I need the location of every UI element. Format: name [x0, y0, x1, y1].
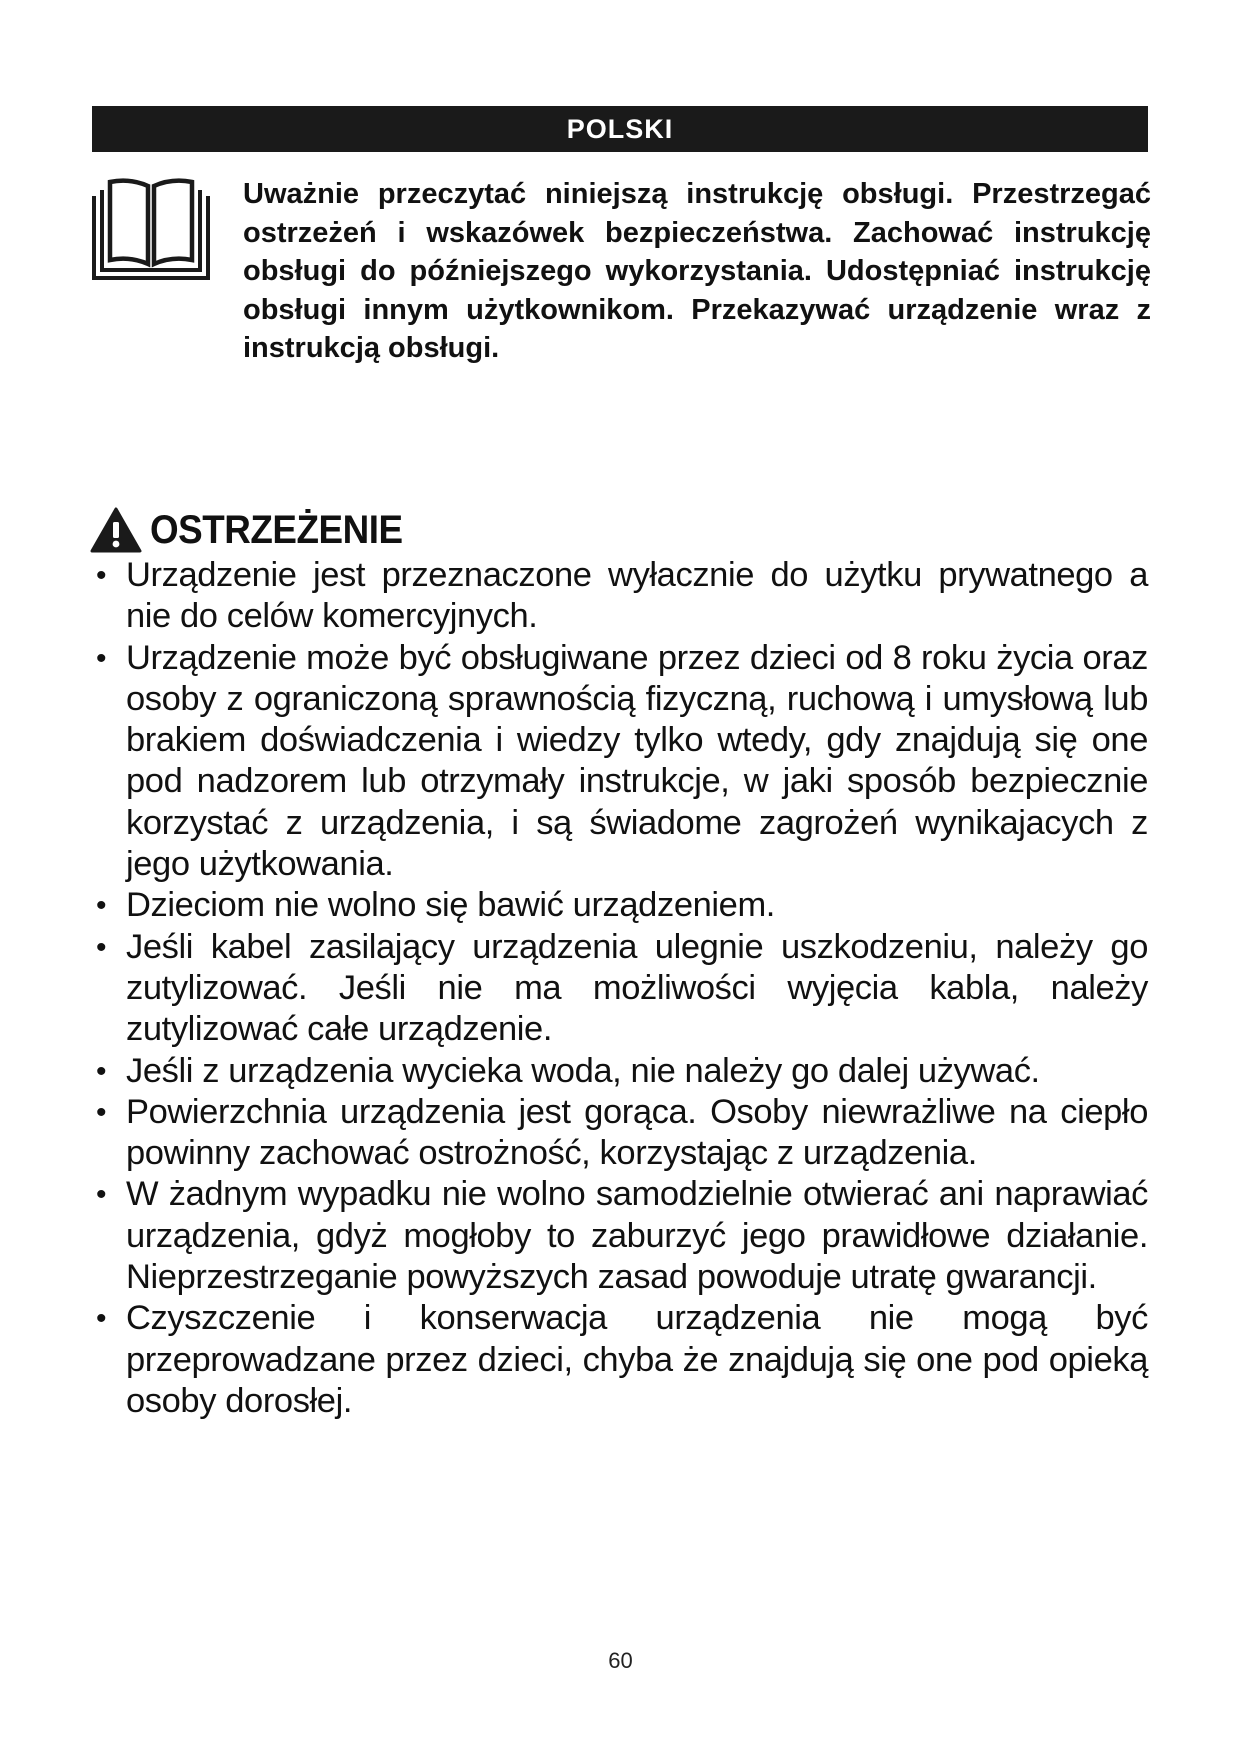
bullet: •	[96, 559, 107, 592]
list-item	[96, 1092, 1148, 1175]
list-item-text: Urządzenie jest przeznaczone wyłacznie do użytku prywatnego a nie do celów komercyjnych.	[126, 556, 1148, 636]
list-item	[96, 927, 1148, 1051]
list-item-text: Urządzenie może być obsługiwane przez dzieci od 8 roku życia oraz osoby z ograniczoną sprawnością fizyczną, ruchową i umysłową lub brakiem doświadczenia i wiedzy tylko wtedy, gdy znajdują się one pod nadzorem lub otrzymały instrukcje, w jaki sposób bezpiecznie korzystać z urządzenia, i są świadome zagrożeń wynikajacych z jego użytkowania.	[126, 638, 1148, 884]
list-item-text: Jeśli kabel zasilający urządzenia ulegnie uszkodzeniu, należy go zutylizować. Jeśli nie ma możliwości wyjęcia kabla, należy zutylizować całe urządzenie.	[126, 927, 1148, 1049]
warning-list	[96, 555, 1148, 1422]
bullet: •	[96, 1054, 107, 1088]
bullet: •	[96, 1302, 107, 1336]
list-item	[96, 1051, 1148, 1092]
list-item-text: Jeśli z urządzenia wycieka woda, nie należy go dalej używać.	[126, 1051, 1040, 1090]
warning-title: OSTRZEŻENIE	[150, 507, 403, 552]
bullet: •	[96, 1178, 107, 1212]
warning-triangle-icon	[90, 507, 142, 553]
intro-instructions: Uważnie przeczytać niniejszą instrukcję obsługi. Przestrzegać ostrzeżeń i wskazówek bezpieczeństwa. Zachować instrukcję obsługi do późniejszego wykorzystania. Udostępniać instrukcję obsługi innym użytkownikom. Przekazywać urządzenie wraz z instrukcją obsługi.	[243, 178, 1151, 364]
bullet: •	[96, 1095, 107, 1129]
bullet: •	[96, 930, 107, 964]
list-item-text: Dzieciom nie wolno się bawić urządzeniem.	[126, 886, 775, 925]
list-item	[96, 885, 1148, 926]
list-item-text: Czyszczenie i konserwacja urządzenia nie mogą być przeprowadzane przez dzieci, chyba że znajdują się one pod opieką osoby dorosłej.	[126, 1299, 1148, 1420]
list-item-text: Powierzchnia urządzenia jest gorąca. Osoby niewrażliwe na ciepło powinny zachować ostrożność, korzystając z urządzenia.	[126, 1092, 1148, 1173]
list-item	[96, 1174, 1148, 1298]
list-item	[96, 1298, 1148, 1422]
language-label: POLSKI	[566, 113, 674, 144]
page-number: 60	[608, 1648, 633, 1673]
open-book-icon	[90, 178, 212, 282]
list-item	[96, 555, 1148, 638]
warning-heading	[90, 505, 425, 555]
bullet: •	[96, 889, 107, 923]
list-item	[96, 638, 1148, 886]
list-item-text: W żadnym wypadku nie wolno samodzielnie otwierać ani naprawiać urządzenia, gdyż mogłoby to zaburzyć jego prawidłowe działanie. Nieprzestrzeganie powyższych zasad powoduje utratę gwarancji.	[126, 1175, 1148, 1297]
bullet: •	[96, 641, 107, 675]
language-header-bar	[92, 106, 1148, 152]
